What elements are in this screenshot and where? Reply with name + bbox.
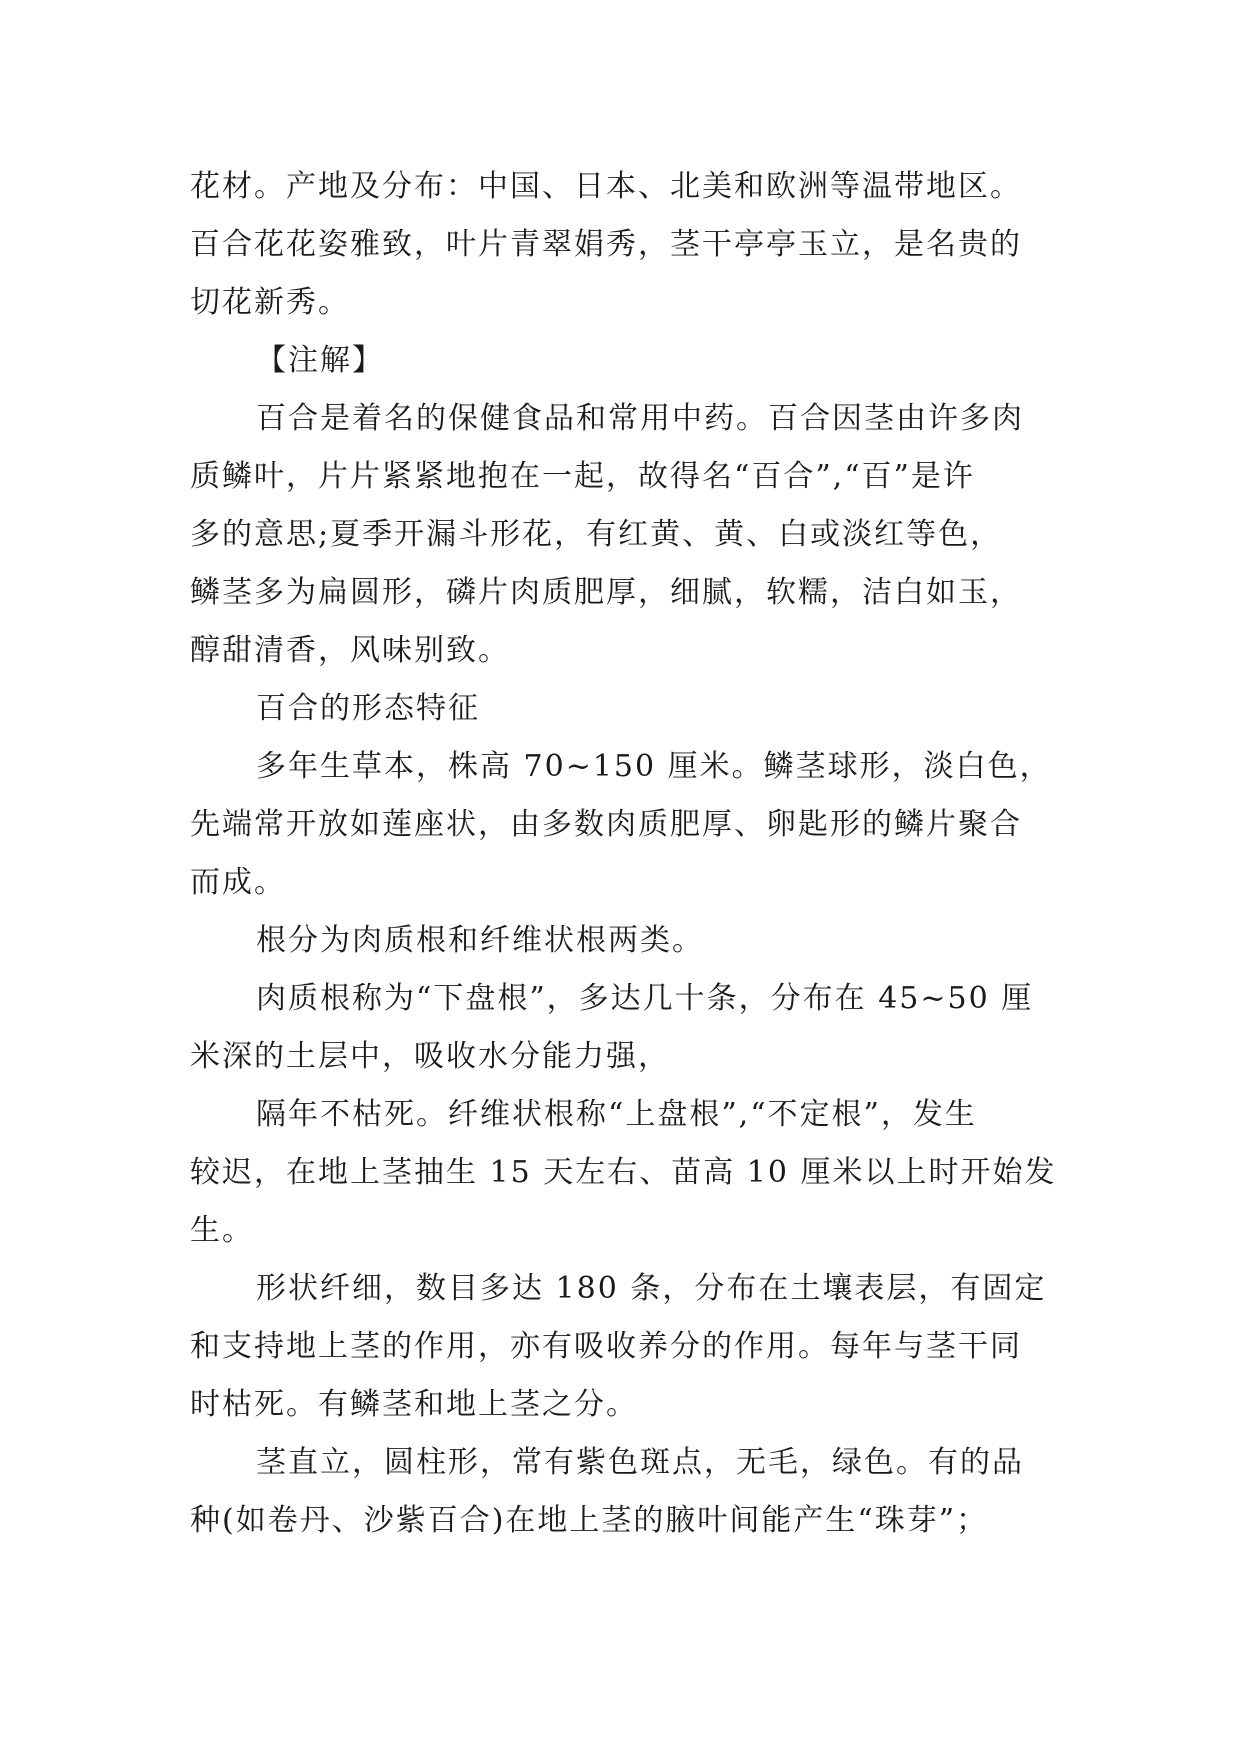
text-line: 质鳞叶，片片紧紧地抱在一起，故得名“百合”,“百”是许	[190, 459, 975, 494]
text-line: 百合是着名的保健食品和常用中药。百合因茎由许多肉	[256, 401, 1024, 436]
text-line: 切花新秀。	[190, 285, 350, 320]
text-line: 形状纤细，数目多达 180 条，分布在土壤表层，有固定	[256, 1271, 1047, 1306]
text-line: 百合花花姿雅致，叶片青翠娟秀，茎干亭亭玉立，是名贵的	[190, 227, 1022, 262]
text-line: 生。	[190, 1213, 254, 1248]
text-line: 较迟，在地上茎抽生 15 天左右、苗高 10 厘米以上时开始发	[190, 1155, 1057, 1190]
text-line: 鳞茎多为扁圆形，磷片肉质肥厚，细腻，软糯，洁白如玉，	[190, 575, 1022, 610]
text-line: 花材。产地及分布：中国、日本、北美和欧洲等温带地区。	[190, 169, 1022, 204]
text-line: 隔年不枯死。纤维状根称“上盘根”,“不定根”，发生	[256, 1097, 977, 1132]
text-line: 多年生草本，株高 70~150 厘米。鳞茎球形，淡白色，	[256, 749, 1052, 784]
text-line: 而成。	[190, 865, 286, 900]
text-line: 先端常开放如莲座状，由多数肉质肥厚、卵匙形的鳞片聚合	[190, 807, 1022, 842]
text-line: 茎直立，圆柱形，常有紫色斑点，无毛，绿色。有的品	[256, 1445, 1024, 1480]
text-line: 和支持地上茎的作用，亦有吸收养分的作用。每年与茎干同	[190, 1329, 1022, 1364]
document-body	[190, 158, 1070, 1550]
text-line: 肉质根称为“下盘根”，多达几十条，分布在 45~50 厘	[256, 981, 1034, 1016]
text-line: 时枯死。有鳞茎和地上茎之分。	[190, 1387, 638, 1422]
text-line: 根分为肉质根和纤维状根两类。	[256, 923, 704, 958]
text-line: 多的意思;夏季开漏斗形花，有红黄、黄、白或淡红等色，	[190, 517, 1003, 552]
text-line: 种(如卷丹、沙紫百合)在地上茎的腋叶间能产生“珠芽”；	[190, 1503, 989, 1538]
section-heading: 百合的形态特征	[256, 691, 480, 726]
text-line: 醇甜清香，风味别致。	[190, 633, 510, 668]
text-line: 米深的土层中，吸收水分能力强，	[190, 1039, 670, 1074]
section-heading: 【注解】	[256, 343, 384, 378]
